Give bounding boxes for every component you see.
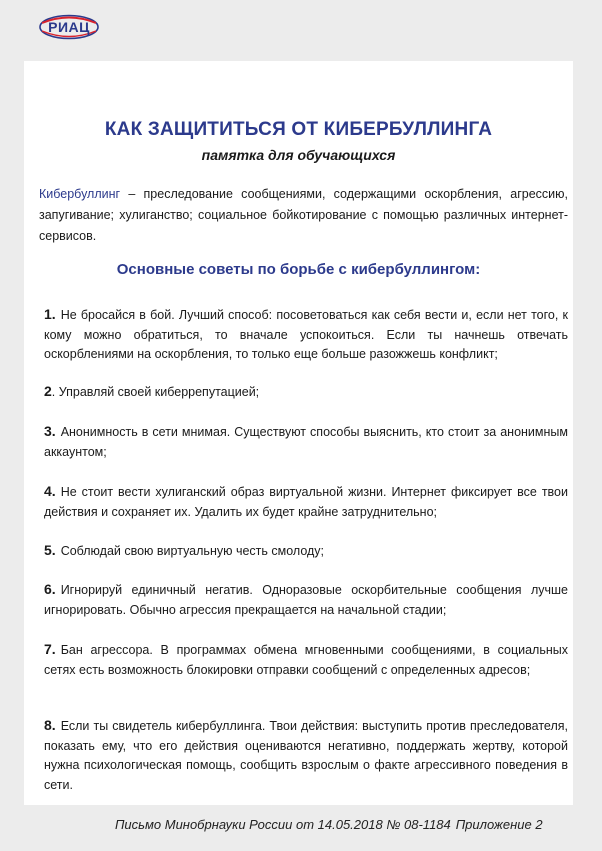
footer-letter: Письмо Минобрнауки России от 14.05.2018 № 08-1184 (115, 817, 451, 832)
tip-item-7 (44, 640, 568, 680)
tip-text: Анонимность в сети мнимая. Существуют способы выяснить, кто стоит за анонимным аккаунтом; (44, 425, 568, 459)
riac-logo (38, 14, 100, 40)
tip-number: 7. (44, 641, 56, 657)
section-heading: Основные советы по борьбе с кибербуллингом: (116, 261, 481, 278)
tip-item-3 (44, 422, 568, 462)
intro-paragraph (39, 184, 568, 247)
tip-number: 8. (44, 717, 56, 733)
intro-term: Кибербуллинг (39, 187, 121, 201)
tip-number: 4. (44, 483, 56, 499)
tip-text: Игнорируй единичный негатив. Одноразовые оскорбительные сообщения лучше игнорировать. Обычно агрессия прекращается на начальной стадии; (44, 583, 568, 617)
tip-text: Не бросайся в бой. Лучший способ: посоветоваться как себя вести и, если нет того, к кому можно обратиться, то вначале успокоиться. Если ты начнешь отвечать оскорблениями на оскорбления, то только еще больше разожжешь конфликт; (44, 308, 568, 361)
page-title: КАК ЗАЩИТИТЬСЯ ОТ КИБЕРБУЛЛИНГА (104, 119, 493, 140)
footer-reference (115, 817, 548, 832)
tip-number: 5. (44, 542, 56, 558)
tip-text: Если ты свидетель кибербуллинга. Твои действия: выступить против преследователя, показать ему, что его действия оцениваются негативно, поддержать жертву, которой нужна психологическая помощь, сообщить взрослым о факте агрессивного поведения в сети. (44, 719, 568, 792)
tip-text: Не стоит вести хулиганский образ виртуальной жизни. Интернет фиксирует все твои действия и сохраняет их. Удалить их будет крайне затруднительно; (44, 485, 568, 519)
footer-appendix: Приложение 2 (455, 817, 543, 832)
tip-number: 3. (44, 423, 56, 439)
tip-text: . Управляй своей киберрепутацией; (51, 385, 260, 399)
intro-definition: – преследование сообщениями, содержащими оскорбления, агрессию, запугивание; хулиганство; социальное бойкотирование с помощью различных интернет-сервисов. (39, 187, 568, 243)
tip-item-8 (44, 716, 568, 795)
tip-item-5 (44, 541, 568, 562)
tip-text: Бан агрессора. В программах обмена мгновенными сообщениями, в социальных сетях есть возможность блокировки отправки сообщений с определенных адресов; (44, 643, 568, 677)
tip-number: 6. (44, 581, 56, 597)
tip-item-6 (44, 580, 568, 620)
tip-text: Соблюдай свою виртуальную честь смолоду; (60, 544, 325, 558)
logo-text: РИАЦ (48, 19, 90, 35)
tip-item-1 (44, 305, 568, 365)
memo-sheet (24, 61, 573, 805)
tip-item-2 (44, 382, 568, 403)
tip-item-4 (44, 482, 568, 522)
tip-number: 1. (44, 306, 56, 322)
tip-number: 2 (44, 383, 52, 399)
page-subtitle: памятка для обучающихся (201, 147, 396, 163)
